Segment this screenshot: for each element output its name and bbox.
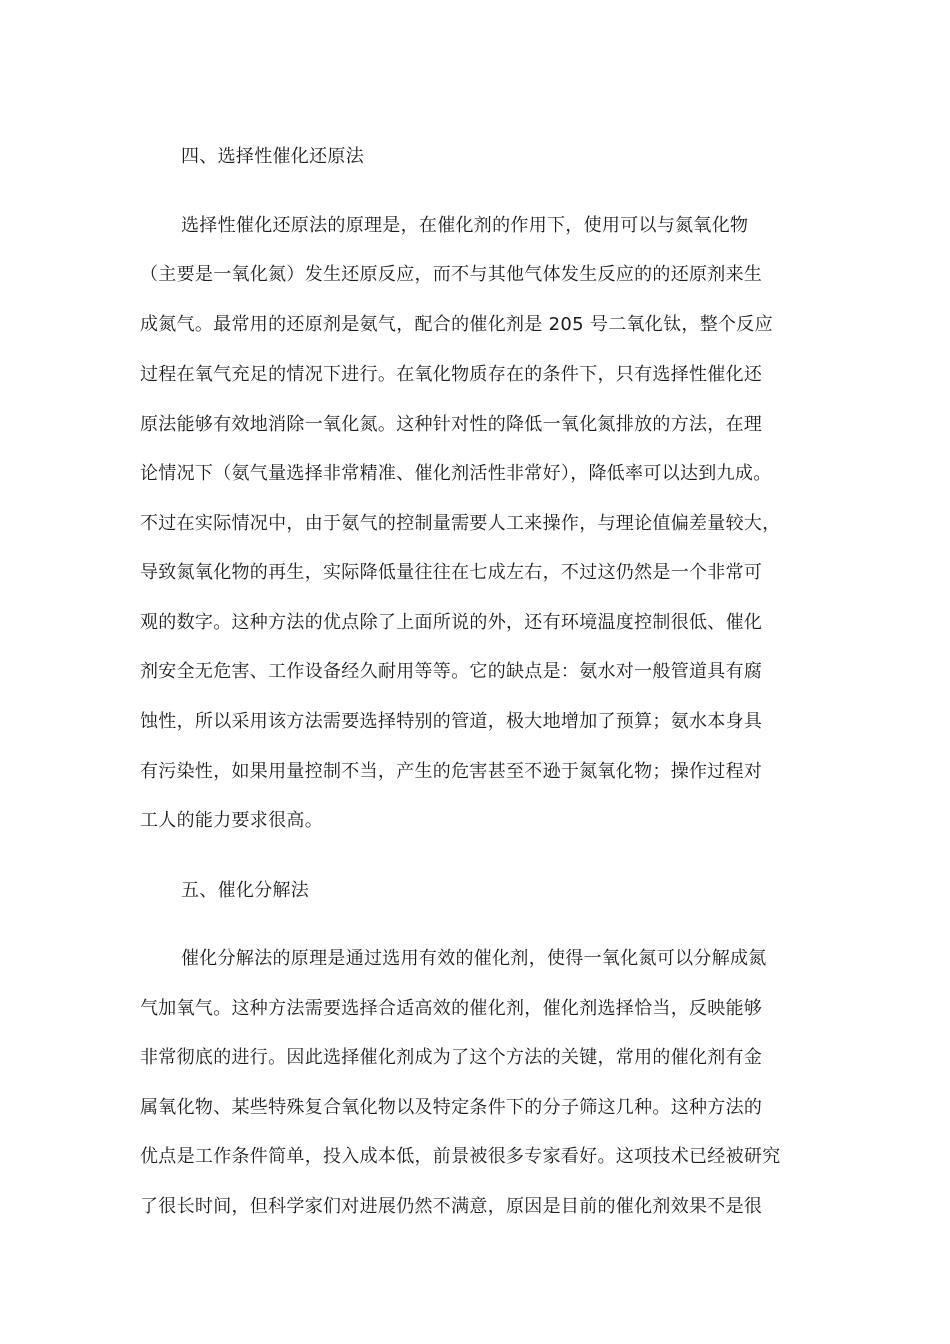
- paragraph-line: 原法能够有效地消除一氧化氮。这种针对性的降低一氧化氮排放的方法，在理: [140, 414, 763, 435]
- paragraph-line: 工人的能力要求很高。: [140, 810, 323, 831]
- paragraph-line: 气加氧气。这种方法需要选择合适高效的催化剂，催化剂选择恰当，反映能够: [140, 998, 763, 1019]
- paragraph-line: 过程在氧气充足的情况下进行。在氧化物质存在的条件下，只有选择性催化还: [140, 364, 763, 385]
- paragraph-line: 成氮气。最常用的还原剂是氨气，配合的催化剂是 205 号二氧化钛，整个反应: [140, 314, 773, 335]
- paragraph-line: 蚀性，所以采用该方法需要选择特别的管道，极大地增加了预算；氨水本身具: [140, 711, 763, 732]
- paragraph-line: 优点是工作条件简单，投入成本低，前景被很多专家看好。这项技术已经被研究: [140, 1146, 781, 1167]
- paragraph-line: 剂安全无危害、工作设备经久耐用等等。它的缺点是：氨水对一般管道具有腐: [140, 661, 763, 682]
- paragraph-line: 导致氮氧化物的再生，实际降低量往往在七成左右，不过这仍然是一个非常可: [140, 562, 763, 583]
- paragraph-line: 有污染性，如果用量控制不当，产生的危害甚至不逊于氮氧化物；操作过程对: [140, 761, 763, 782]
- paragraph-line: 属氧化物、某些特殊复合氧化物以及特定条件下的分子筛这几种。这种方法的: [140, 1097, 763, 1118]
- paragraph-line: 观的数字。这种方法的优点除了上面所说的外，还有环境温度控制很低、催化: [140, 612, 763, 633]
- paragraph-line: 催化分解法的原理是通过选用有效的催化剂，使得一氧化氮可以分解成氮: [181, 948, 767, 969]
- section-heading: 五、催化分解法: [181, 880, 310, 901]
- paragraph-line: 论情况下（氨气量选择非常精准、催化剂活性非常好），降低率可以达到九成。: [140, 463, 772, 484]
- paragraph-line: 选择性催化还原法的原理是，在催化剂的作用下，使用可以与氮氧化物: [181, 215, 749, 236]
- paragraph-line: 了很长时间，但科学家们对进展仍然不满意，原因是目前的催化剂效果不是很: [140, 1196, 763, 1217]
- section-heading: 四、选择性催化还原法: [181, 146, 364, 167]
- paragraph-line: 不过在实际情况中，由于氨气的控制量需要人工来操作，与理论值偏差量较大，: [140, 513, 781, 534]
- paragraph-line: 非常彻底的进行。因此选择催化剂成为了这个方法的关键，常用的催化剂有金: [140, 1047, 763, 1068]
- paragraph-line: （主要是一氧化氮）发生还原反应，而不与其他气体发生反应的的还原剂来生: [140, 264, 763, 285]
